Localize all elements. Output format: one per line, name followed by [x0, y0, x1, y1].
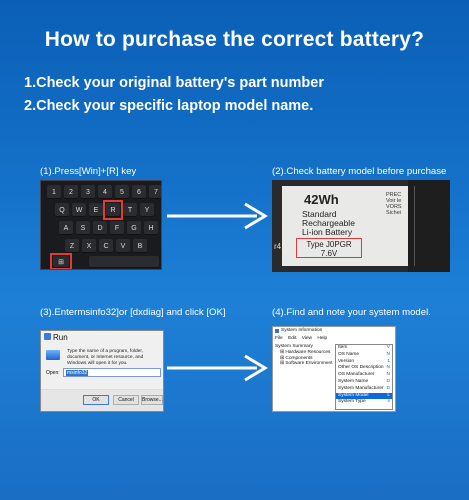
caption-run: (3).Entermsinfo32]or [dxdiag] and click [OK]	[40, 307, 226, 318]
page-title: How to purchase the correct battery?	[44, 28, 425, 51]
run-description: Type the name of a program, folder, document, or Internet resource, and Windows will open it for you.	[67, 349, 144, 366]
keyboard-key: C	[99, 239, 113, 253]
keyboard-key: X	[82, 239, 96, 253]
list-item[interactable]	[336, 399, 392, 406]
sysinfo-window-icon	[275, 329, 279, 333]
list-item-label: Version	[338, 358, 354, 364]
run-dialog	[40, 330, 164, 412]
list-item[interactable]	[336, 386, 392, 393]
keyboard-key: 2	[64, 185, 78, 199]
list-item-value: N	[386, 365, 390, 371]
list-item-label: Item	[338, 345, 348, 350]
list-item-value: 1	[387, 358, 390, 364]
list-item[interactable]	[336, 379, 392, 386]
win-key-highlight	[50, 253, 72, 270]
battery-side-3: VORS	[386, 204, 402, 210]
keyboard-key: 5	[115, 185, 129, 199]
sysinfo-tree	[275, 344, 333, 367]
list-item-value: V	[386, 345, 390, 350]
ok-button[interactable]: OK	[83, 395, 109, 405]
keyboard-key: Q	[55, 203, 69, 217]
keyboard-key: Z	[65, 239, 79, 253]
list-item-label: System Manufacturer	[338, 385, 384, 391]
tree-hardware-resources[interactable]: ⊞ Hardware Resources	[280, 349, 331, 355]
battery-dark-area	[408, 180, 450, 272]
keyboard-key: V	[116, 239, 130, 253]
tree-system-summary[interactable]: System Summary	[275, 344, 313, 349]
list-item-label: Other OS Description	[338, 365, 384, 371]
arrow-right-icon	[165, 348, 273, 388]
keyboard-photo	[40, 180, 162, 270]
tree-software-environment[interactable]: ⊞ Software Environment	[280, 361, 333, 367]
list-item-label: System Name	[338, 378, 369, 384]
keyboard-key: B	[133, 239, 147, 253]
caption-battery: (2).Check battery model before purchase	[272, 166, 447, 177]
keyboard-key: 6	[132, 185, 146, 199]
sysinfo-menu-bar	[275, 336, 331, 341]
keyboard-key: R	[106, 203, 120, 217]
run-open-input[interactable]	[63, 368, 161, 377]
battery-voltage: 7.6V	[320, 249, 338, 258]
battery-side-1: PREC	[386, 192, 402, 198]
run-window-title: Run	[53, 333, 68, 342]
run-open-label: Open:	[46, 370, 60, 376]
sysinfo-item-list	[335, 344, 393, 410]
list-item[interactable]	[336, 352, 392, 359]
windows-key-icon: ⊞	[53, 256, 69, 268]
keyboard-key: G	[127, 221, 141, 235]
list-item[interactable]	[336, 345, 392, 352]
menu-edit[interactable]: Edit	[288, 336, 297, 341]
menu-file[interactable]: File	[275, 336, 283, 341]
battery-line-2: Rechargeable	[302, 218, 355, 228]
list-item-label: OS Manufacturer	[338, 372, 375, 378]
sysinfo-window-title: System Information	[281, 328, 323, 333]
battery-capacity: 42Wh	[304, 192, 339, 207]
keyboard-key: F	[110, 221, 124, 235]
keyboard-key: T	[123, 203, 137, 217]
keyboard-key: H	[144, 221, 158, 235]
arrow-right-icon	[165, 196, 273, 236]
list-item[interactable]	[336, 372, 392, 379]
list-item-value: x	[387, 399, 390, 405]
battery-line-3: Li-ion Battery	[302, 227, 353, 237]
tree-components[interactable]: ⊞ Components	[280, 355, 313, 361]
keyboard-key: D	[93, 221, 107, 235]
run-program-icon	[46, 350, 60, 360]
battery-type: Type J0PGR	[306, 240, 352, 249]
list-item-value: L	[387, 392, 390, 398]
caption-keyboard: (1).Press[Win]+[R] key	[40, 166, 137, 177]
menu-view[interactable]: View	[301, 336, 313, 341]
step-2: 2.Check your specific laptop model name.	[24, 98, 314, 114]
r-key-highlight	[103, 200, 123, 220]
system-information-window	[272, 326, 396, 412]
keyboard-key: 1	[47, 185, 61, 199]
battery-corner-text: r4	[274, 242, 282, 251]
keyboard-key: A	[59, 221, 73, 235]
keyboard-key: E	[89, 203, 103, 217]
keyboard-key: 3	[81, 185, 95, 199]
steps-list	[24, 72, 324, 118]
step-1: 1.Check your original battery's part number	[24, 75, 324, 91]
keyboard-key: 4	[98, 185, 112, 199]
keyboard-key: W	[72, 203, 86, 217]
battery-type-box	[296, 238, 362, 258]
battery-side-4: Sichei	[386, 210, 401, 216]
list-item-value: N	[386, 351, 390, 357]
keyboard-key: S	[76, 221, 90, 235]
keyboard-key	[89, 256, 159, 268]
list-item-value: N	[386, 372, 390, 378]
run-window-icon	[44, 333, 51, 340]
list-item-value: D	[386, 378, 390, 384]
cancel-button[interactable]: Cancel	[113, 395, 139, 405]
keyboard-key: Y	[140, 203, 154, 217]
run-input-value: msinfo32	[67, 370, 88, 376]
list-item-label: OS Name	[338, 351, 360, 357]
menu-help[interactable]: Help	[317, 336, 328, 341]
keyboard-key: 7	[149, 185, 162, 199]
battery-side-2: Voir le	[386, 198, 402, 204]
list-item-label: System Type	[338, 399, 366, 405]
battery-photo	[272, 180, 450, 272]
battery-line-1: Standard	[302, 209, 337, 219]
battery-label	[282, 186, 408, 266]
list-item-label: System Model	[338, 392, 369, 398]
browse-button[interactable]: Browse...	[142, 397, 163, 403]
caption-sysinfo: (4).Find and note your system model.	[272, 307, 431, 318]
list-item-value: D	[386, 385, 390, 391]
